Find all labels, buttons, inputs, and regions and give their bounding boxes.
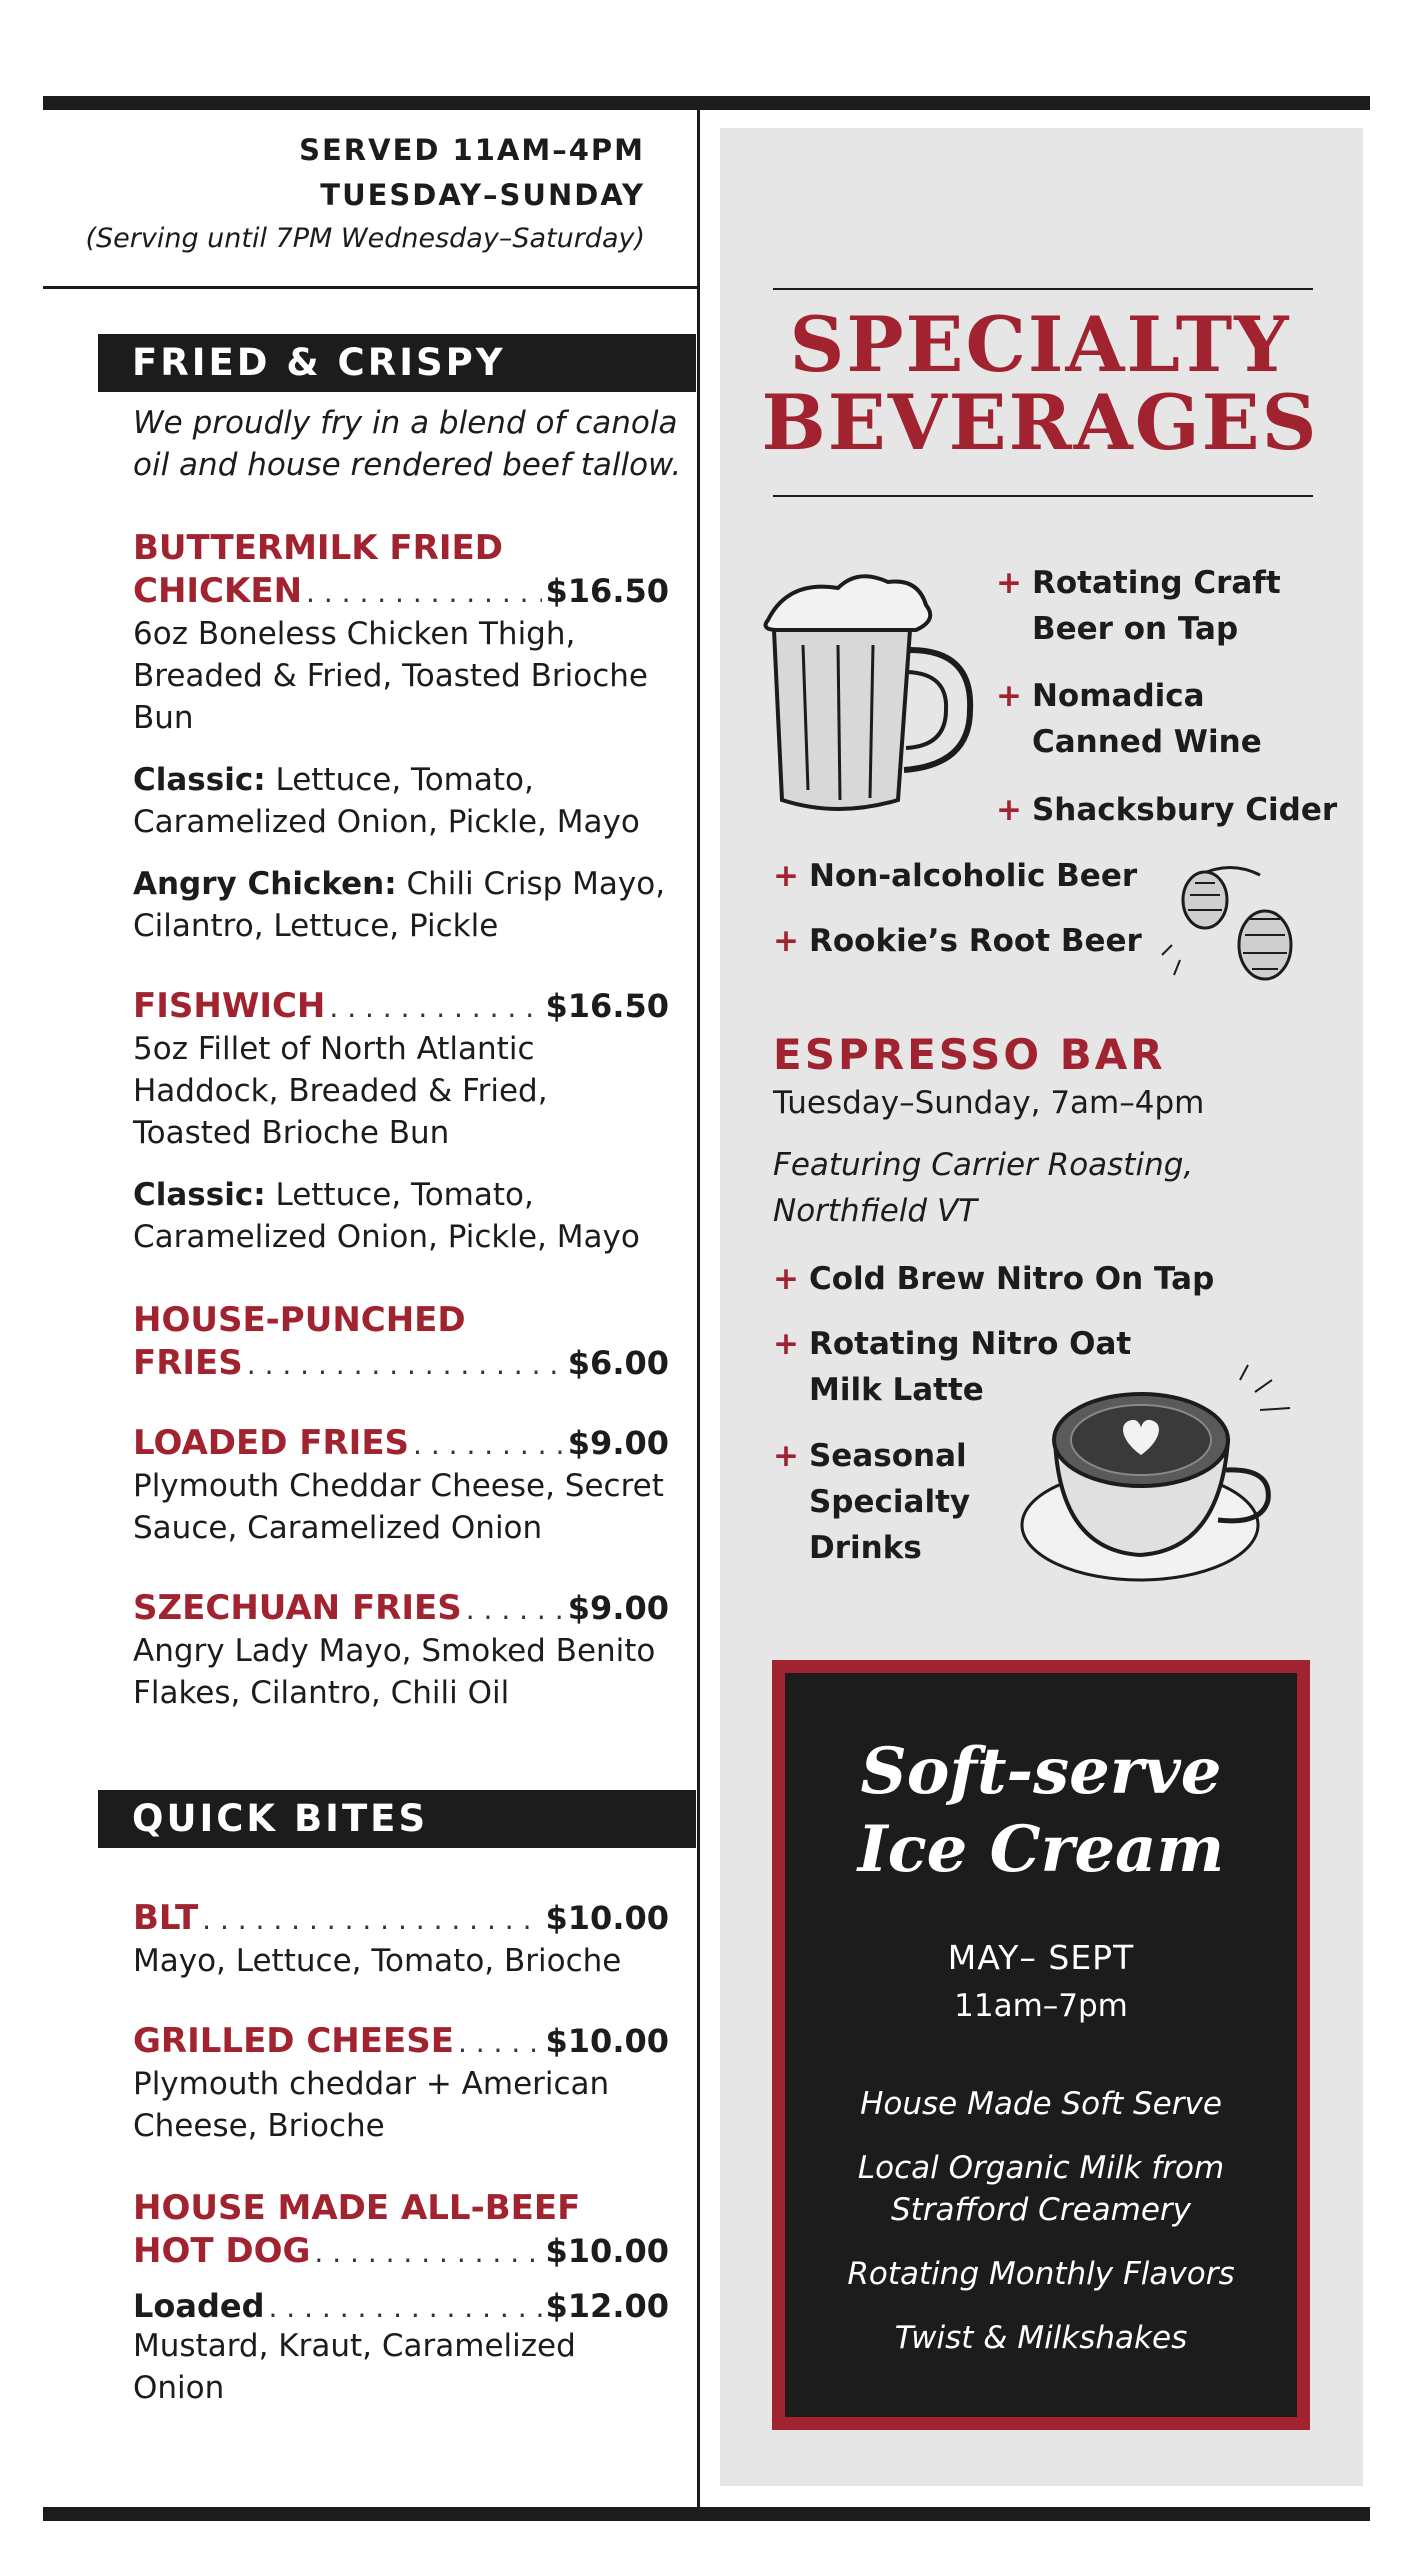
hours-note: (Serving until 7PM Wednesday–Saturday) bbox=[85, 223, 645, 254]
espresso-label-line-3: Drinks bbox=[808, 1530, 922, 1566]
item-name: BLT bbox=[133, 1898, 199, 1938]
menu-item-grilled-cheese bbox=[133, 2020, 669, 2147]
bev-item-cider bbox=[996, 787, 1346, 833]
bev-item-craft-beer bbox=[996, 560, 1336, 652]
item-price: $6.00 bbox=[567, 1344, 669, 1382]
leader-dots bbox=[268, 2291, 541, 2324]
bev-label: Rookie’s Root Beer bbox=[808, 923, 1142, 959]
espresso-item-cold-brew bbox=[773, 1256, 1293, 1302]
item-description: Angry Lady Mayo, Smoked Benito Flakes, Cilantro, Chili Oil bbox=[133, 1633, 656, 1711]
bev-title-rule-bottom bbox=[773, 495, 1313, 497]
espresso-featuring bbox=[773, 1142, 1193, 1234]
hops-icon bbox=[1160, 855, 1310, 1005]
featuring-line-2: Northfield VT bbox=[773, 1193, 978, 1229]
bev-title-rule-top bbox=[773, 288, 1313, 290]
leader-dots bbox=[458, 2026, 542, 2059]
item-title-row bbox=[133, 1342, 669, 1385]
variant-classic bbox=[133, 759, 669, 843]
soft-serve-title bbox=[785, 1733, 1297, 1889]
menu-item-buttermilk-chicken bbox=[133, 527, 669, 947]
menu-item-blt bbox=[133, 1897, 669, 1982]
soft-line-2a: Local Organic Milk from bbox=[857, 2150, 1225, 2186]
hours-block bbox=[43, 128, 645, 258]
item-title-row bbox=[133, 2020, 669, 2063]
bev-label-line-1: Nomadica bbox=[1031, 678, 1205, 714]
item-name: GRILLED CHEESE bbox=[133, 2021, 454, 2061]
item-title-row bbox=[133, 1587, 669, 1630]
beer-mug-icon bbox=[748, 560, 988, 830]
latte-cup-icon bbox=[1010, 1360, 1310, 1600]
leader-dots bbox=[247, 1348, 564, 1381]
loaded-label: Loaded bbox=[133, 2287, 265, 2325]
plus-icon: + bbox=[773, 1438, 799, 1474]
item-name-line-2: CHICKEN bbox=[133, 571, 303, 611]
bev-title-line-2: BEVERAGES bbox=[761, 378, 1319, 467]
item-title-row bbox=[133, 1422, 669, 1465]
bev-label: Shacksbury Cider bbox=[1031, 792, 1338, 828]
top-rule bbox=[43, 96, 1370, 110]
item-price: $16.50 bbox=[545, 572, 669, 610]
espresso-label: Cold Brew Nitro On Tap bbox=[808, 1261, 1215, 1297]
menu-item-loaded-fries bbox=[133, 1422, 669, 1549]
plus-icon: + bbox=[996, 565, 1022, 601]
item-description: 5oz Fillet of North Atlantic Haddock, Breaded & Fried, Toasted Brioche Bun bbox=[133, 1031, 548, 1151]
column-divider bbox=[697, 110, 700, 2507]
variant-text: Chili Crisp Mayo, Cilantro, Lettuce, Pickle bbox=[133, 866, 666, 944]
fried-intro bbox=[133, 402, 693, 486]
item-title-row bbox=[133, 570, 669, 613]
item-price: $10.00 bbox=[545, 1899, 669, 1937]
plus-icon: + bbox=[773, 1326, 799, 1362]
soft-serve-months: MAY– SEPT bbox=[947, 1938, 1135, 1977]
bottom-rule bbox=[43, 2507, 1370, 2521]
bev-label-line-2: Canned Wine bbox=[1031, 724, 1262, 760]
hours-line-1: SERVED 11AM–4PM bbox=[299, 133, 645, 167]
plus-icon: + bbox=[996, 678, 1022, 714]
fried-intro-line-1: We proudly fry in a blend of canola bbox=[133, 405, 678, 441]
loaded-row bbox=[133, 2287, 669, 2325]
item-name-line-1: HOUSE-PUNCHED bbox=[133, 1300, 466, 1340]
menu-item-szechuan-fries bbox=[133, 1587, 669, 1714]
hours-line-2: TUESDAY–SUNDAY bbox=[320, 178, 645, 212]
item-title-row bbox=[133, 985, 669, 1028]
soft-title-line-1: Soft-serve bbox=[860, 1734, 1222, 1809]
soft-serve-inner bbox=[782, 1670, 1300, 2420]
plus-icon: + bbox=[773, 1261, 799, 1297]
variant-classic bbox=[133, 1174, 669, 1258]
item-title-row bbox=[133, 2230, 669, 2273]
item-price: $10.00 bbox=[545, 2232, 669, 2270]
loaded-description: Mustard, Kraut, Caramelized Onion bbox=[133, 2328, 576, 2406]
bev-label-line-1: Rotating Craft bbox=[1031, 565, 1281, 601]
plus-icon: + bbox=[773, 923, 799, 959]
soft-title-line-2: Ice Cream bbox=[857, 1812, 1225, 1887]
fried-intro-line-2: oil and house rendered beef tallow. bbox=[133, 447, 682, 483]
item-description: Mayo, Lettuce, Tomato, Brioche bbox=[133, 1943, 622, 1979]
menu-item-fishwich bbox=[133, 985, 669, 1258]
item-name: LOADED FRIES bbox=[133, 1423, 410, 1463]
variant-angry bbox=[133, 863, 669, 947]
menu-item-hot-dog bbox=[133, 2187, 669, 2409]
item-price: $16.50 bbox=[545, 987, 669, 1025]
variant-label: Angry Chicken: bbox=[133, 866, 397, 902]
item-price: $9.00 bbox=[567, 1589, 669, 1627]
item-name-line-1: BUTTERMILK FRIED bbox=[133, 528, 503, 568]
plus-icon: + bbox=[773, 858, 799, 894]
menu-item-house-fries bbox=[133, 1299, 669, 1385]
leader-dots bbox=[306, 576, 541, 609]
loaded-price: $12.00 bbox=[545, 2287, 669, 2325]
bev-label-line-2: Beer on Tap bbox=[1031, 611, 1239, 647]
plus-icon: + bbox=[996, 792, 1022, 828]
soft-line-3: Rotating Monthly Flavors bbox=[847, 2256, 1235, 2292]
soft-serve-details bbox=[785, 2083, 1297, 2359]
espresso-heading: ESPRESSO BAR bbox=[773, 1030, 1166, 1079]
espresso-label-line-2: Specialty bbox=[808, 1484, 971, 1520]
bev-item-nomadica bbox=[996, 673, 1336, 765]
item-price: $9.00 bbox=[567, 1424, 669, 1462]
espresso-label-line-2: Milk Latte bbox=[808, 1372, 984, 1408]
item-name-line-1: HOUSE MADE ALL-BEEF bbox=[133, 2188, 581, 2228]
leader-dots bbox=[329, 991, 541, 1024]
soft-line-2b: Strafford Creamery bbox=[890, 2192, 1191, 2228]
leader-dots bbox=[202, 1903, 541, 1936]
bev-label: Non-alcoholic Beer bbox=[808, 858, 1138, 894]
bev-item-non-alcoholic bbox=[773, 853, 1173, 899]
item-name: SZECHUAN FRIES bbox=[133, 1588, 462, 1628]
leader-dots bbox=[314, 2236, 541, 2269]
item-description: Plymouth cheddar + American Cheese, Brioche bbox=[133, 2066, 610, 2144]
leader-dots bbox=[413, 1428, 564, 1461]
espresso-label-line-1: Seasonal bbox=[808, 1438, 967, 1474]
featuring-line-1: Featuring Carrier Roasting, bbox=[773, 1147, 1194, 1183]
item-name-line-2: FRIES bbox=[133, 1343, 243, 1383]
espresso-hours: Tuesday–Sunday, 7am–4pm bbox=[773, 1085, 1205, 1121]
item-description: Plymouth Cheddar Cheese, Secret Sauce, Caramelized Onion bbox=[133, 1468, 664, 1546]
variant-text: Lettuce, Tomato, Caramelized Onion, Pickle, Mayo bbox=[133, 762, 640, 840]
soft-serve-box bbox=[772, 1660, 1310, 2430]
variant-label: Classic: bbox=[133, 1177, 266, 1213]
soft-line-4: Twist & Milkshakes bbox=[894, 2320, 1188, 2356]
variant-label: Classic: bbox=[133, 762, 266, 798]
espresso-item-seasonal bbox=[773, 1433, 1023, 1571]
item-name: FISHWICH bbox=[133, 986, 326, 1026]
item-title-row bbox=[133, 1897, 669, 1940]
espresso-label-line-1: Rotating Nitro Oat bbox=[808, 1326, 1132, 1362]
bev-item-root-beer bbox=[773, 918, 1173, 964]
bev-title-line-1: SPECIALTY bbox=[789, 300, 1291, 389]
soft-line-1: House Made Soft Serve bbox=[860, 2086, 1222, 2122]
leader-dots bbox=[466, 1593, 564, 1626]
section-heading-fried: FRIED & CRISPY bbox=[98, 334, 696, 392]
item-description: 6oz Boneless Chicken Thigh, Breaded & Fried, Toasted Brioche Bun bbox=[133, 616, 648, 736]
hours-rule bbox=[43, 286, 697, 289]
variant-text: Lettuce, Tomato, Caramelized Onion, Pickle, Mayo bbox=[133, 1177, 640, 1255]
section-heading-quick: QUICK BITES bbox=[98, 1790, 696, 1848]
specialty-beverages-title bbox=[740, 300, 1340, 467]
soft-serve-hours: 11am–7pm bbox=[954, 1988, 1128, 2024]
item-price: $10.00 bbox=[545, 2022, 669, 2060]
item-name-line-2: HOT DOG bbox=[133, 2231, 311, 2271]
